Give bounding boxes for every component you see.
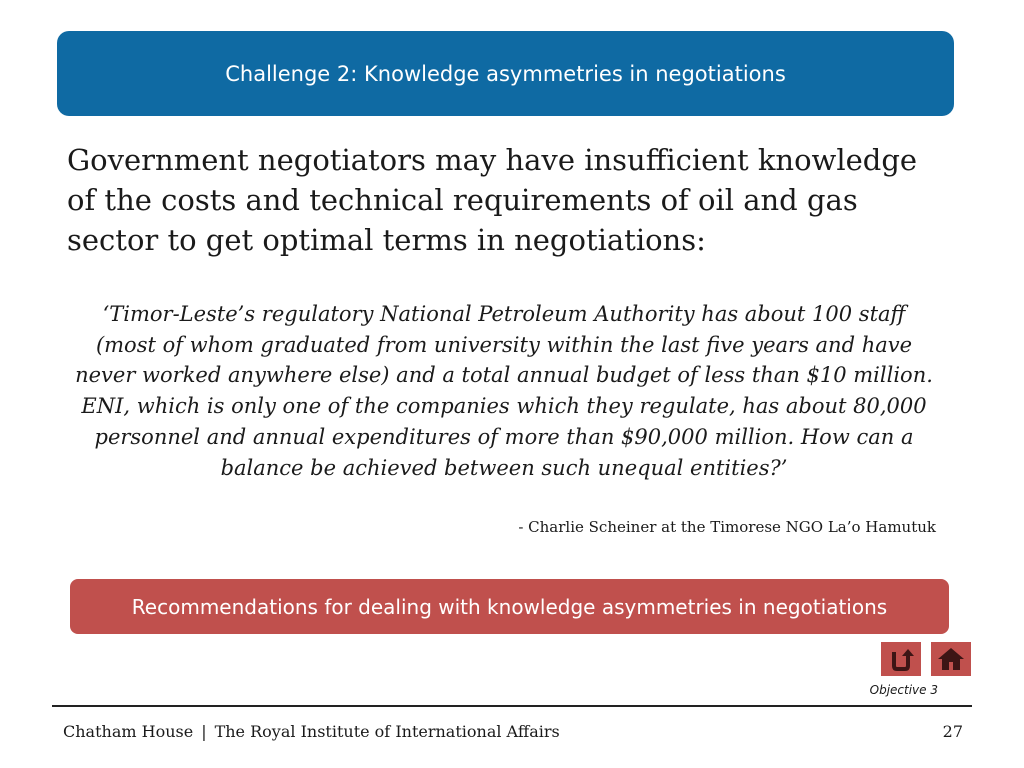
recommendations-button-label: Recommendations for dealing with knowledge asymmetries in negotiations bbox=[131, 594, 888, 619]
objective-label: Objective 3 bbox=[869, 683, 938, 697]
footer bbox=[63, 722, 560, 741]
footer-org: Chatham House bbox=[63, 722, 194, 741]
intro-text: Government negotiators may have insufficient knowledge of the costs and technical requirements of oil and gas sector to get optimal terms in negotiations: bbox=[67, 143, 918, 257]
quote-text: ‘Timor-Leste’s regulatory National Petroleum Authority has about 100 staff (most of whom graduated from university within the last five years and have never worked anywhere else) and a total annual budget of less than $10 million. ENI, which is only one of the companies which they regulate, has about 80,000 personnel and annual expenditures of more than $90,000 million. How can a balance be achieved between such unequal entities?’ bbox=[75, 302, 933, 480]
back-button[interactable] bbox=[881, 642, 921, 676]
slide-title: Challenge 2: Knowledge asymmetries in negotiations bbox=[225, 61, 786, 86]
footer-institute: The Royal Institute of International Affairs bbox=[214, 722, 560, 741]
page-number: 27 bbox=[942, 722, 963, 741]
home-button[interactable] bbox=[931, 642, 971, 676]
return-arrow-icon bbox=[886, 646, 916, 672]
title-banner bbox=[57, 31, 954, 116]
quote-attribution: - Charlie Scheiner at the Timorese NGO La’o Hamutuk bbox=[518, 518, 936, 536]
recommendations-button[interactable] bbox=[70, 579, 949, 634]
footer-separator: | bbox=[201, 722, 207, 741]
footer-divider bbox=[52, 705, 972, 707]
home-icon bbox=[936, 646, 966, 672]
